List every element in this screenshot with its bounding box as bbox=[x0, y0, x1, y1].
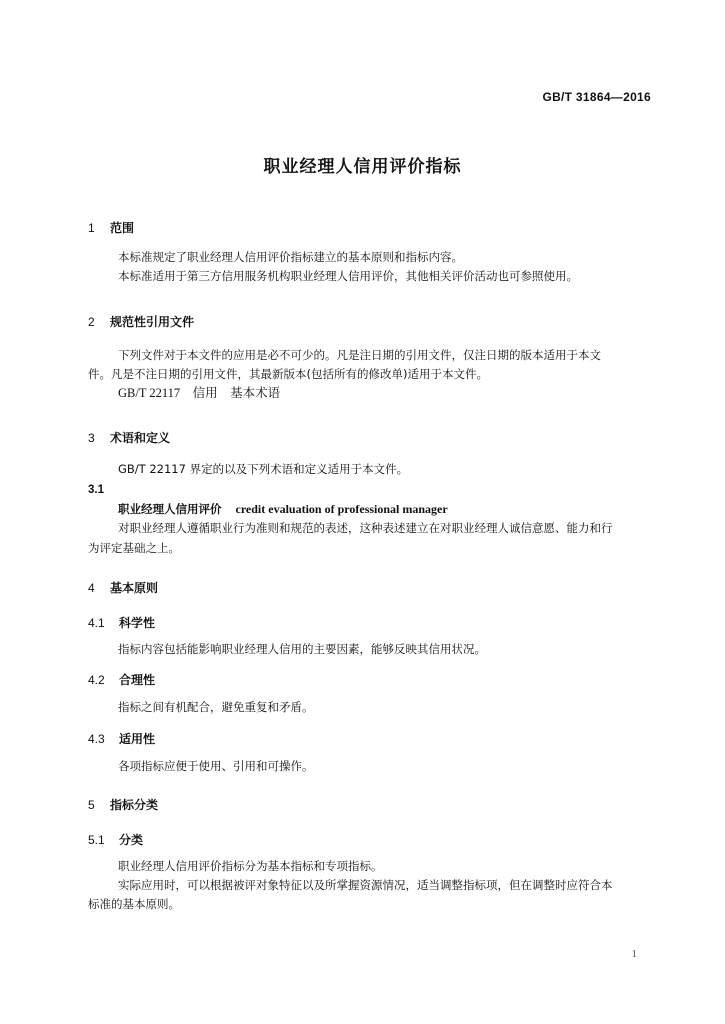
paragraph: 职业经理人信用评价指标分为基本指标和专项指标。 bbox=[118, 859, 383, 873]
subsection-title: 适用性 bbox=[119, 732, 156, 746]
subsection-number: 4.2 bbox=[88, 673, 105, 687]
term-definition: 为评定基础之上。 bbox=[88, 541, 180, 555]
paragraph: 指标内容包括能影响职业经理人信用的主要因素，能够反映其信用状况。 bbox=[118, 642, 486, 656]
paragraph: 各项指标应便于使用、引用和可操作。 bbox=[118, 759, 314, 773]
subsection-title: 分类 bbox=[119, 833, 144, 847]
subsection-title: 科学性 bbox=[119, 616, 156, 630]
term-english: credit evaluation of professional manager bbox=[235, 502, 448, 516]
normative-reference: GB/T 22117 信用 基本术语 bbox=[118, 386, 281, 400]
paragraph: 标准的基本原则。 bbox=[88, 897, 180, 911]
section-title: 范围 bbox=[110, 221, 135, 235]
term-definition: 对职业经理人遵循职业行为准则和规范的表述，这种表述建立在对职业经理人诚信意愿、能力和行 bbox=[118, 521, 613, 535]
paragraph: 本标准适用于第三方信用服务机构职业经理人信用评价，其他相关评价活动也可参照使用。 bbox=[118, 269, 578, 283]
section-number: 3 bbox=[88, 431, 95, 445]
subsection-4-3-heading bbox=[88, 730, 155, 747]
paragraph: 下列文件对于本文件的应用是必不可少的。凡是注日期的引用文件，仅注日期的版本适用于本文 bbox=[118, 348, 601, 362]
section-title: 规范性引用文件 bbox=[110, 315, 195, 329]
subsection-4-2-heading bbox=[88, 671, 155, 688]
section-2-heading bbox=[88, 313, 194, 330]
term-chinese: 职业经理人信用评价 bbox=[118, 502, 222, 516]
section-3-heading bbox=[88, 429, 170, 446]
subsection-number: 4.3 bbox=[88, 732, 105, 746]
section-5-heading bbox=[88, 796, 158, 813]
section-title: 术语和定义 bbox=[110, 431, 171, 445]
page-number: 1 bbox=[631, 948, 637, 960]
standard-code: GB/T 31864—2016 bbox=[542, 90, 651, 104]
paragraph: 指标之间有机配合，避免重复和矛盾。 bbox=[118, 700, 314, 714]
paragraph: GB/T 22117 界定的以及下列术语和定义适用于本文件。 bbox=[118, 462, 409, 476]
section-title: 基本原则 bbox=[110, 581, 159, 595]
paragraph: 实际应用时，可以根据被评对象特征以及所掌握资源情况，适当调整指标项，但在调整时应符合本 bbox=[118, 878, 613, 892]
term-entry bbox=[118, 500, 448, 518]
section-number: 1 bbox=[88, 221, 95, 235]
section-number: 4 bbox=[88, 581, 95, 595]
paragraph: 件。凡是不注日期的引用文件，其最新版本(包括所有的修改单)适用于本文件。 bbox=[88, 367, 488, 381]
section-1-heading bbox=[88, 219, 134, 236]
section-number: 5 bbox=[88, 798, 95, 812]
section-4-heading bbox=[88, 579, 158, 596]
subsection-5-1-heading bbox=[88, 831, 143, 848]
term-number: 3.1 bbox=[88, 484, 104, 496]
subsection-number: 4.1 bbox=[88, 616, 105, 630]
subsection-4-1-heading bbox=[88, 614, 155, 631]
subsection-title: 合理性 bbox=[119, 673, 156, 687]
document-title: 职业经理人信用评价指标 bbox=[263, 157, 462, 177]
section-title: 指标分类 bbox=[110, 798, 159, 812]
section-number: 2 bbox=[88, 315, 95, 329]
subsection-number: 5.1 bbox=[88, 833, 105, 847]
paragraph: 本标准规定了职业经理人信用评价指标建立的基本原则和指标内容。 bbox=[118, 250, 463, 264]
